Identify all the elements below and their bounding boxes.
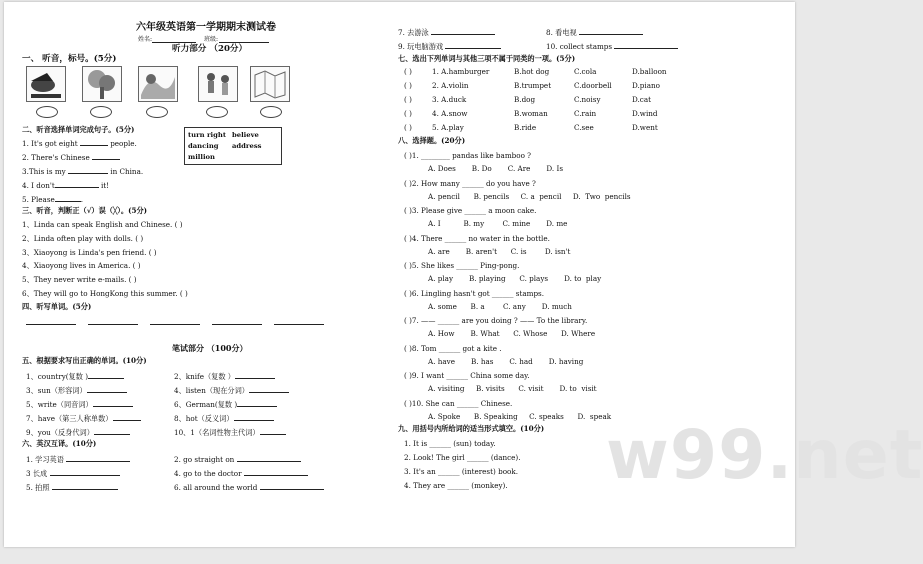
q5-item: 7、have（第三人称单数） [26, 414, 141, 424]
q8-options: A. I B. my C. mine D. me [428, 219, 568, 228]
q8-question: ( )3. Please give ______ a moon cake. [404, 206, 537, 215]
dictation-blank[interactable] [274, 324, 324, 325]
word-box-item: turn right [188, 131, 226, 139]
q8-question: ( )1. ________ pandas like bamboo ? [404, 151, 532, 160]
q2-item: 3.This is my in China. [22, 167, 144, 176]
q5-item: 8、hot（反义词） [174, 414, 274, 424]
q8-options: A. Does B. Do C. Are D. Is [428, 164, 564, 173]
picture-2 [82, 66, 122, 102]
section-1-heading: 一、 听音，标号。(5分) [22, 54, 117, 64]
q8-question: ( )6. Lingling hasn't got ______ stamps. [404, 288, 545, 298]
word-box-item: address [232, 142, 262, 150]
answer-oval-5[interactable] [260, 106, 282, 118]
q7-option: B.woman [514, 109, 548, 118]
q7-option: 2. A.violin [432, 81, 469, 90]
q6-cont-item: 9. 玩电脑游戏 [398, 42, 501, 52]
q7-option: D.cat [632, 95, 651, 104]
q7-option: C.see [574, 123, 594, 132]
written-part-heading: 笔试部分 （100分） [172, 343, 248, 353]
word-box-item: believe [232, 131, 259, 139]
q8-options: A. pencil B. pencils C. a pencil D. Two pencils [428, 191, 631, 201]
answer-oval-1[interactable] [36, 106, 58, 118]
dictation-blank[interactable] [88, 324, 138, 325]
q8-options: A. are B. aren't C. is D. isn't [428, 246, 571, 256]
people-picture-icon [199, 67, 237, 101]
q8-question: ( )4. There ______ no water in the bottle. [404, 233, 550, 243]
section-4-heading: 四、听写单词。(5分) [22, 302, 92, 311]
q8-question: ( )10. She can ______ Chinese. [404, 398, 513, 408]
map-picture-icon [251, 67, 289, 101]
section-5-heading: 五、根据要求写出正确的单词。(10分) [22, 356, 147, 365]
q9-item: 1. It is ______ (sun) today. [404, 439, 496, 448]
q5-item: 1、country(复数 ) [26, 372, 124, 382]
q7-option: C.noisy [574, 95, 601, 104]
q7-option: B.ride [514, 123, 537, 132]
q9-item: 2. Look! The girl ______ (dance). [404, 453, 521, 462]
q8-question: ( )2. How many ______ do you have ? [404, 178, 536, 188]
q3-item: 3、Xiaoyong is Linda's pen friend. ( ) [22, 248, 157, 257]
q2-item: 5. Please . [22, 195, 84, 204]
q7-paren[interactable]: ( ) [404, 109, 412, 118]
q9-item: 3. It's an ______ (interest) book. [404, 467, 518, 476]
q8-question: ( )5. She likes ______ Ping-pong. [404, 261, 520, 270]
tree-picture-icon [83, 67, 121, 101]
q2-item: 2. There's Chinese [22, 153, 120, 163]
q6-cont-item: 8. 看电视 [546, 28, 643, 38]
dictation-blank[interactable] [212, 324, 262, 325]
q8-question: ( )7. —— ______ are you doing ? —— To the library. [404, 316, 588, 325]
q7-option: C.rain [574, 109, 597, 118]
q7-paren[interactable]: ( ) [404, 67, 412, 76]
q5-item: 3、sun（形容词） [26, 386, 127, 396]
q7-option: 1. A.hamburger [432, 67, 490, 76]
watermark: w99.net [606, 416, 923, 495]
q6-cont-item: 10. collect stamps [546, 42, 678, 52]
q8-options: A. How B. What C. Whose D. Where [428, 329, 596, 338]
q3-item: 4、Xiaoyong lives in America. ( ) [22, 261, 141, 270]
q7-option: 4. A.snow [432, 109, 468, 118]
q7-option: 5. A.play [432, 123, 464, 132]
q9-item: 4. They are ______ (monkey). [404, 481, 508, 490]
q7-paren[interactable]: ( ) [404, 81, 412, 90]
q6-item: 3 长成 [26, 469, 120, 479]
q6-item: 2. go straight on [174, 455, 301, 465]
q3-item: 5、They never write e-mails. ( ) [22, 275, 137, 284]
q7-option: B.dog [514, 95, 536, 104]
section-2-heading: 二、听音选择单词完成句子。(5分) [22, 125, 135, 134]
scene-picture-icon [139, 67, 177, 101]
q6-item: 5. 拍照 [26, 483, 118, 493]
section-6-heading: 六、英汉互译。(10分) [22, 439, 97, 448]
q8-options: A. some B. a C. any D. much [428, 301, 572, 311]
q5-item: 4、listen（现在分词） [174, 386, 289, 396]
q7-option: 3. A.duck [432, 95, 467, 104]
word-box-item: dancing [188, 142, 219, 150]
q8-question: ( )8. Tom ______ got a kite . [404, 343, 502, 353]
class-label: 班级: [204, 36, 219, 43]
word-box-item: million [188, 153, 215, 161]
q7-option: B.hot dog [514, 67, 550, 76]
q8-options: A. Spoke B. Speaking C. speaks D. speak [428, 411, 612, 421]
name-label: 姓名: [138, 36, 153, 43]
q5-item: 9、you（反身代词） [26, 428, 130, 438]
q5-item: 6、German(复数 ) [174, 400, 277, 410]
q2-item: 1. It's got eight people. [22, 139, 137, 148]
q6-cont-item: 7. 去游泳 [398, 28, 495, 38]
q3-item: 1、Linda can speak English and Chinese. ( ) [22, 220, 183, 229]
q7-option: D.piano [632, 81, 660, 90]
q3-item: 6、They will go to HongKong this summer. ( ) [22, 289, 188, 298]
q6-item: 6. all around the world [174, 483, 324, 493]
picture-3 [138, 66, 178, 102]
q5-item: 5、write（同音词） [26, 400, 133, 410]
q6-item: 1. 学习英语 [26, 455, 130, 465]
section-8-heading: 八、选择题。(20分) [398, 136, 466, 145]
q8-options: A. play B. playing C. plays D. to play [428, 274, 602, 283]
q7-option: D.balloon [632, 67, 667, 76]
section-9-heading: 九、用括号内所给词的适当形式填空。(10分) [398, 424, 545, 433]
listening-part-heading: 听力部分 （20分） [172, 44, 248, 54]
dictation-blank[interactable] [26, 324, 76, 325]
exam-sheet [4, 2, 923, 547]
q5-item: 10、1（名词性物主代词） [174, 428, 286, 438]
dictation-blank[interactable] [150, 324, 200, 325]
page-title: 六年级英语第一学期期末测试卷 [136, 22, 276, 33]
answer-oval-4[interactable] [206, 106, 228, 118]
q7-option: B.trumpet [514, 81, 552, 90]
picture-1 [26, 66, 66, 102]
q8-question: ( )9. I want ______ China some day. [404, 371, 530, 380]
q7-paren[interactable]: ( ) [404, 123, 412, 132]
bird-picture-icon [27, 67, 65, 101]
q8-options: A. visiting B. visits C. visit D. to visit [428, 384, 597, 393]
word-box [184, 127, 282, 165]
picture-5 [250, 66, 290, 102]
q7-option: D.went [632, 123, 658, 132]
q5-item: 2、knife（复数 ） [174, 372, 275, 382]
section-7-heading: 七、选出下列单词与其他三项不属于同类的一项。(5分) [398, 54, 576, 63]
q7-option: C.doorbell [574, 81, 612, 90]
section-3-heading: 三、听音，判断正（√）误（╳）。(5分) [22, 206, 148, 215]
picture-4 [198, 66, 238, 102]
answer-oval-2[interactable] [90, 106, 112, 118]
q8-options: A. have B. has C. had D. having [428, 356, 584, 366]
q6-item: 4. go to the doctor [174, 469, 308, 479]
q7-option: C.cola [574, 67, 597, 76]
q3-item: 2、Linda often play with dolls. ( ) [22, 234, 144, 243]
q7-option: D.wind [632, 109, 658, 118]
q2-item: 4. I don't it! [22, 181, 110, 190]
q7-paren[interactable]: ( ) [404, 95, 412, 104]
answer-oval-3[interactable] [146, 106, 168, 118]
